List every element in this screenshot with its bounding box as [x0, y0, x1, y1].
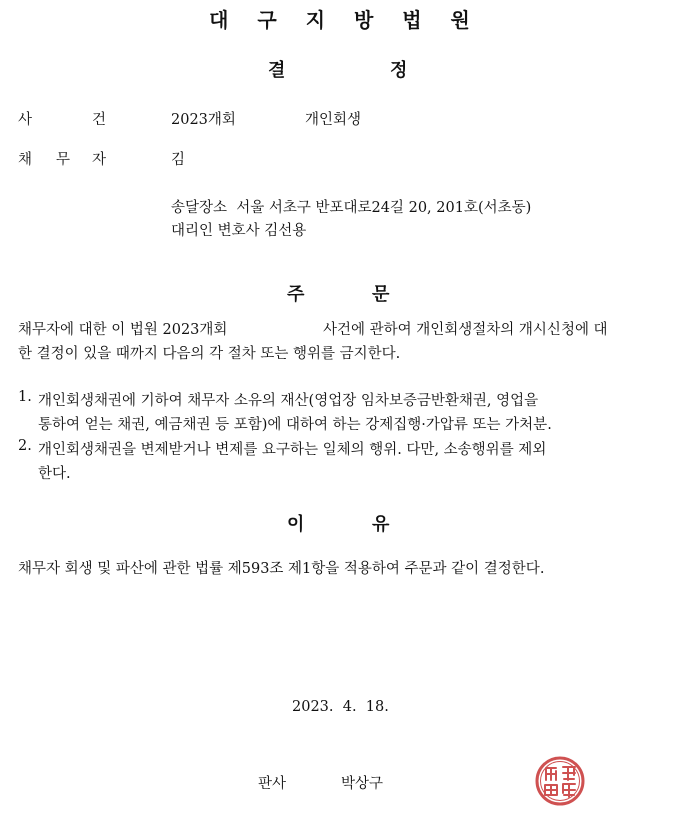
item-number: 1. [18, 389, 32, 405]
order-line2: 한 결정이 있을 때까지 다음의 각 절차 또는 행위를 금지한다. [18, 346, 401, 362]
debtor-label-c: 자 [92, 152, 107, 168]
judge-title: 판사 [258, 776, 287, 792]
debtor-label-b: 무 [56, 152, 71, 168]
court-seal-icon [530, 753, 590, 811]
case-label-b: 건 [92, 112, 107, 128]
judge-name: 박상구 [341, 776, 384, 792]
order-heading-right: 문 [372, 284, 390, 305]
item-line2: 통하여 얻는 채권, 예금채권 등 포함)에 대하여 하는 강제집행·가압류 또는 가처분. [38, 417, 552, 433]
doc-type-right: 정 [390, 60, 408, 81]
item-line1: 개인회생채권에 기하여 채무자 소유의 재산(영업장 임차보증금반환채권, 영업을 [38, 393, 539, 409]
case-label-a: 사 [18, 112, 33, 128]
debtor-name: 김 [171, 152, 186, 168]
reason-heading-left: 이 [287, 514, 305, 535]
order-heading-left: 주 [287, 284, 305, 305]
doc-type-left: 결 [268, 60, 286, 81]
decision-date: 2023. 4. 18. [292, 699, 389, 715]
item-line1: 개인회생채권을 변제받거나 변제를 요구하는 일체의 행위. 다만, 소송행위를 제외 [38, 442, 547, 458]
order-line1-a: 채무자에 대한 이 법원 2023개회 [18, 322, 228, 338]
reason-text: 채무자 회생 및 파산에 관한 법률 제593조 제1항을 적용하여 주문과 같이 결정한다. [18, 561, 545, 577]
agent-line: 대리인 변호사 김선용 [171, 223, 307, 239]
debtor-label-a: 채 [18, 152, 33, 168]
reason-heading-right: 유 [372, 514, 390, 535]
item-line2: 한다. [38, 466, 71, 482]
order-line1-b: 사건에 관하여 개인회생절차의 개시신청에 대 [323, 322, 608, 338]
case-name: 개인회생 [305, 112, 362, 128]
court-name: 대 구 지 방 법 원 [209, 8, 481, 32]
item-number: 2. [18, 438, 32, 454]
service-address: 송달장소 서울 서초구 반포대로24길 20, 201호(서초동) [171, 200, 532, 216]
case-number: 2023개회 [171, 112, 236, 128]
